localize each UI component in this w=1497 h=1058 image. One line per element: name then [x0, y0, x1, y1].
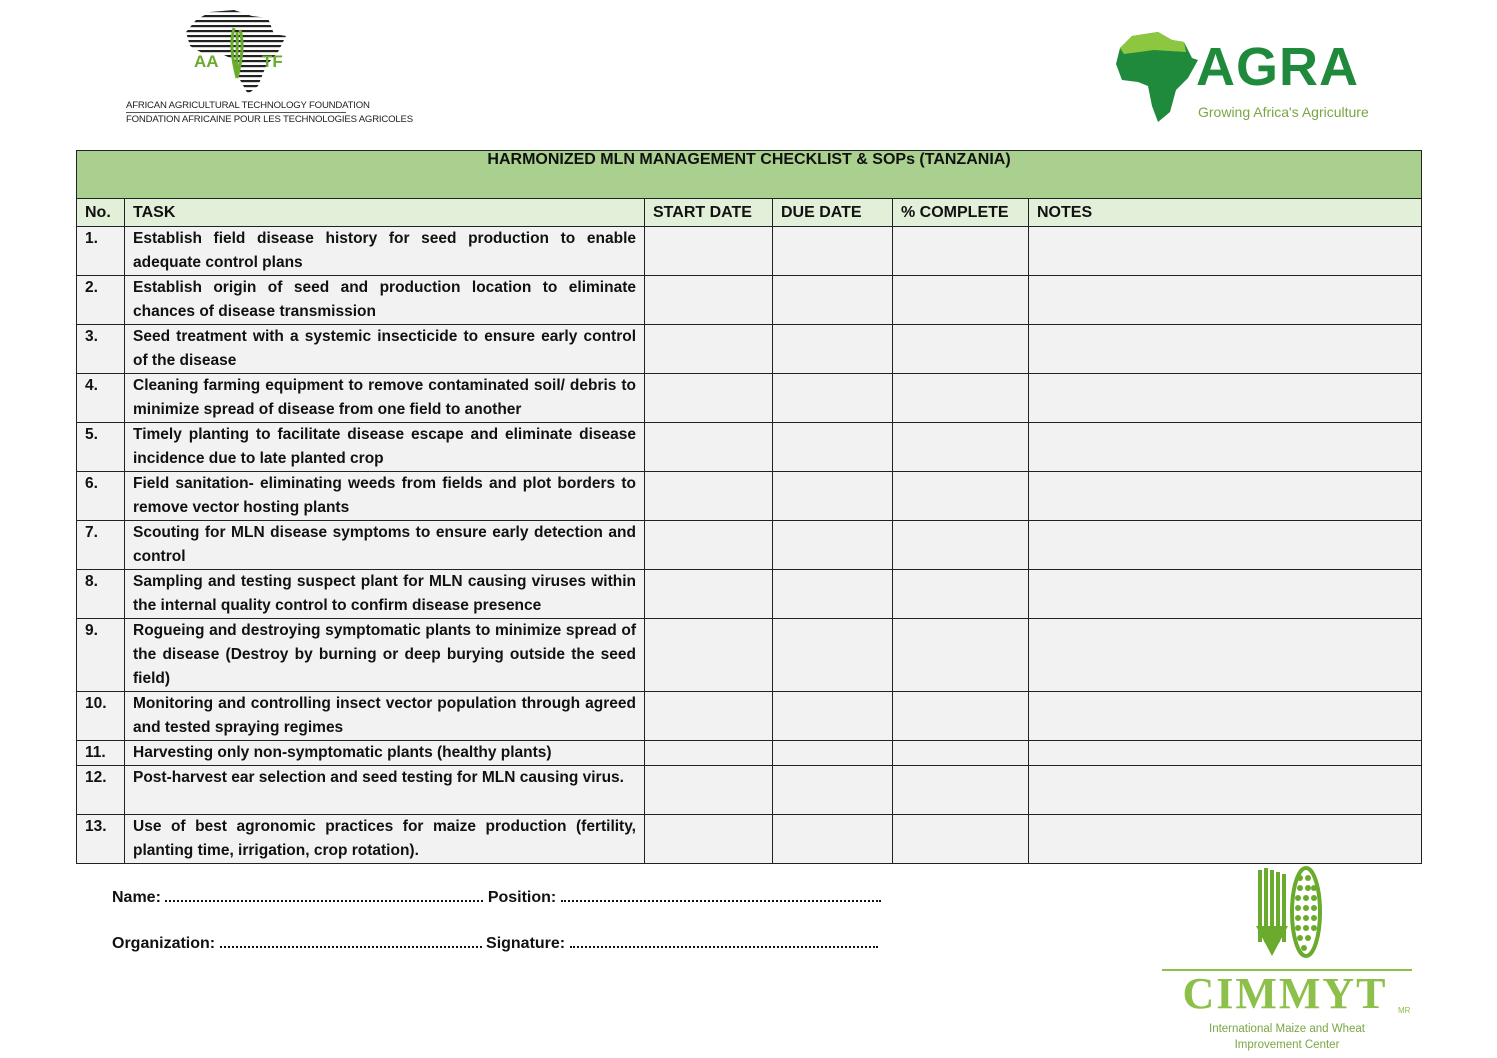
- notes-cell[interactable]: [1029, 276, 1422, 325]
- due-date-cell[interactable]: [773, 692, 893, 741]
- signature-field[interactable]: [570, 934, 878, 948]
- percent-complete-cell[interactable]: [893, 521, 1029, 570]
- row-number: 12.: [77, 766, 125, 815]
- table-row: [77, 521, 1422, 570]
- header-notes: NOTES: [1029, 199, 1422, 227]
- header-percent-complete: % COMPLETE: [893, 199, 1029, 227]
- row-number: 5.: [77, 423, 125, 472]
- table-row: [77, 374, 1422, 423]
- row-task: Post-harvest ear selection and seed testing for MLN causing virus.: [125, 766, 645, 815]
- table-row: [77, 423, 1422, 472]
- due-date-cell[interactable]: [773, 374, 893, 423]
- notes-cell[interactable]: [1029, 766, 1422, 815]
- percent-complete-cell[interactable]: [893, 692, 1029, 741]
- name-field[interactable]: [165, 888, 483, 902]
- notes-cell[interactable]: [1029, 692, 1422, 741]
- row-task: Monitoring and controlling insect vector population through agreed and tested spraying regimes: [125, 692, 645, 741]
- percent-complete-cell[interactable]: [893, 815, 1029, 864]
- due-date-cell[interactable]: [773, 472, 893, 521]
- header-row: [77, 199, 1422, 227]
- position-field[interactable]: [561, 888, 881, 902]
- percent-complete-cell[interactable]: [893, 423, 1029, 472]
- due-date-cell[interactable]: [773, 766, 893, 815]
- notes-cell[interactable]: [1029, 423, 1422, 472]
- row-task: Sampling and testing suspect plant for MLN causing viruses within the internal quality control to confirm disease presence: [125, 570, 645, 619]
- notes-cell[interactable]: [1029, 325, 1422, 374]
- row-number: 10.: [77, 692, 125, 741]
- aatf-logo: [126, 8, 413, 130]
- cimmyt-name-line-2: Improvement Center: [1234, 1039, 1340, 1051]
- row-number: 7.: [77, 521, 125, 570]
- checklist-title: HARMONIZED MLN MANAGEMENT CHECKLIST & SOPs (TANZANIA): [77, 151, 1422, 199]
- percent-complete-cell[interactable]: [893, 570, 1029, 619]
- table-row: [77, 227, 1422, 276]
- cimmyt-mark: MR: [1398, 1006, 1411, 1015]
- start-date-cell[interactable]: [645, 766, 773, 815]
- due-date-cell[interactable]: [773, 325, 893, 374]
- aatf-letters-left: AA: [194, 52, 219, 71]
- percent-complete-cell[interactable]: [893, 619, 1029, 692]
- due-date-cell[interactable]: [773, 423, 893, 472]
- checklist-table: [76, 150, 1422, 864]
- name-label: Name:: [112, 889, 161, 906]
- organization-label: Organization:: [112, 935, 216, 952]
- table-row: [77, 692, 1422, 741]
- signature-line-1: [112, 888, 881, 907]
- aatf-name-en: AFRICAN AGRICULTURAL TECHNOLOGY FOUNDATION: [126, 100, 370, 111]
- agra-logo: [1114, 30, 1374, 130]
- table-row: [77, 276, 1422, 325]
- notes-cell[interactable]: [1029, 741, 1422, 766]
- signature-line-2: [112, 934, 878, 953]
- row-task: Rogueing and destroying symptomatic plants to minimize spread of the disease (Destroy by burning or deep burying outside the seed field): [125, 619, 645, 692]
- percent-complete-cell[interactable]: [893, 374, 1029, 423]
- due-date-cell[interactable]: [773, 276, 893, 325]
- row-task: Establish field disease history for seed production to enable adequate control plans: [125, 227, 645, 276]
- row-task: Seed treatment with a systemic insecticide to ensure early control of the disease: [125, 325, 645, 374]
- notes-cell[interactable]: [1029, 521, 1422, 570]
- table-row: [77, 325, 1422, 374]
- due-date-cell[interactable]: [773, 619, 893, 692]
- table-row: [77, 815, 1422, 864]
- percent-complete-cell[interactable]: [893, 227, 1029, 276]
- percent-complete-cell[interactable]: [893, 741, 1029, 766]
- aatf-name-fr: FONDATION AFRICAINE POUR LES TECHNOLOGIES AGRICOLES: [126, 114, 413, 125]
- row-number: 4.: [77, 374, 125, 423]
- due-date-cell[interactable]: [773, 570, 893, 619]
- notes-cell[interactable]: [1029, 570, 1422, 619]
- row-number: 3.: [77, 325, 125, 374]
- wheat-maize-icon: [1160, 866, 1414, 966]
- table-row: [77, 570, 1422, 619]
- row-task: Timely planting to facilitate disease escape and eliminate disease incidence due to late planted crop: [125, 423, 645, 472]
- start-date-cell[interactable]: [645, 325, 773, 374]
- row-number: 8.: [77, 570, 125, 619]
- header-task: TASK: [125, 199, 645, 227]
- row-number: 9.: [77, 619, 125, 692]
- row-number: 1.: [77, 227, 125, 276]
- header-no: No.: [77, 199, 125, 227]
- row-task: Scouting for MLN disease symptoms to ensure early detection and control: [125, 521, 645, 570]
- row-task: Harvesting only non-symptomatic plants (healthy plants): [125, 741, 645, 766]
- table-row: [77, 741, 1422, 766]
- row-task: Establish origin of seed and production location to eliminate chances of disease transmission: [125, 276, 645, 325]
- agra-wordmark: AGRA: [1196, 37, 1359, 97]
- due-date-cell[interactable]: [773, 815, 893, 864]
- notes-cell[interactable]: [1029, 619, 1422, 692]
- percent-complete-cell[interactable]: [893, 276, 1029, 325]
- notes-cell[interactable]: [1029, 472, 1422, 521]
- organization-field[interactable]: [220, 934, 482, 948]
- due-date-cell[interactable]: [773, 227, 893, 276]
- agra-tagline: Growing Africa's Agriculture: [1198, 104, 1369, 120]
- start-date-cell[interactable]: [645, 570, 773, 619]
- cimmyt-logo: [1160, 866, 1414, 1056]
- notes-cell[interactable]: [1029, 815, 1422, 864]
- row-number: 6.: [77, 472, 125, 521]
- africa-map-icon: [1114, 30, 1198, 126]
- row-task: Use of best agronomic practices for maize production (fertility, planting time, irrigation, crop rotation).: [125, 815, 645, 864]
- row-task: Cleaning farming equipment to remove contaminated soil/ debris to minimize spread of disease from one field to another: [125, 374, 645, 423]
- start-date-cell[interactable]: [645, 815, 773, 864]
- start-date-cell[interactable]: [645, 423, 773, 472]
- row-number: 13.: [77, 815, 125, 864]
- notes-cell[interactable]: [1029, 227, 1422, 276]
- row-number: 2.: [77, 276, 125, 325]
- cimmyt-name-line-1: International Maize and Wheat: [1209, 1023, 1365, 1035]
- table-row: [77, 619, 1422, 692]
- header-due-date: DUE DATE: [773, 199, 893, 227]
- aatf-letters-right: TF: [262, 52, 283, 71]
- notes-cell[interactable]: [1029, 374, 1422, 423]
- cimmyt-wordmark: CIMMYT: [1182, 969, 1388, 1018]
- start-date-cell[interactable]: [645, 472, 773, 521]
- position-label: Position:: [487, 889, 557, 906]
- due-date-cell[interactable]: [773, 521, 893, 570]
- percent-complete-cell[interactable]: [893, 472, 1029, 521]
- start-date-cell[interactable]: [645, 227, 773, 276]
- table-row: [77, 472, 1422, 521]
- start-date-cell[interactable]: [645, 521, 773, 570]
- table-row: [77, 766, 1422, 815]
- start-date-cell[interactable]: [645, 276, 773, 325]
- due-date-cell[interactable]: [773, 741, 893, 766]
- percent-complete-cell[interactable]: [893, 325, 1029, 374]
- row-task: Field sanitation- eliminating weeds from fields and plot borders to remove vector hosting plants: [125, 472, 645, 521]
- percent-complete-cell[interactable]: [893, 766, 1029, 815]
- start-date-cell[interactable]: [645, 741, 773, 766]
- start-date-cell[interactable]: [645, 692, 773, 741]
- start-date-cell[interactable]: [645, 374, 773, 423]
- header-start-date: START DATE: [645, 199, 773, 227]
- signature-label: Signature:: [486, 935, 566, 952]
- row-number: 11.: [77, 741, 125, 766]
- start-date-cell[interactable]: [645, 619, 773, 692]
